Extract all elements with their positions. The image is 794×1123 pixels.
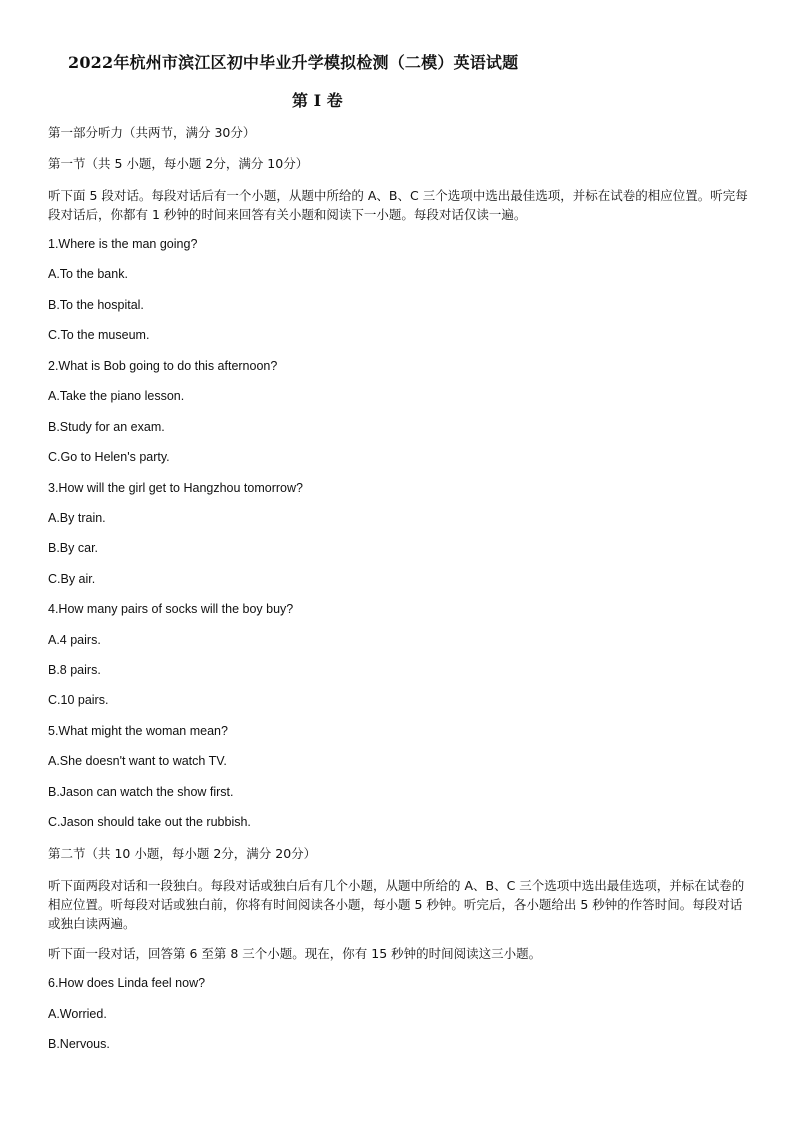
section-instructions: 听下面 5 段对话。每段对话后有一个小题，从题中所给的 A、B、C 三个选项中选出最佳选项，并标在试卷的相应位置。听完每段对话后，你都有 1 秒钟的时间来回答有关小题和阅读下一小题。每段对话仅读一遍。 (48, 188, 748, 222)
option-a: A.She doesn't want to watch TV. (48, 754, 227, 768)
option-b: B.To the hospital. (48, 298, 144, 312)
option-a: A.By train. (48, 511, 106, 525)
option-b: B.Jason can watch the show first. (48, 785, 234, 799)
question-text: 1.Where is the man going? (48, 237, 198, 251)
question-text: 4.How many pairs of socks will the boy buy? (48, 602, 294, 616)
option-b: B.Study for an exam. (48, 420, 165, 434)
section-heading: 第二节（共 10 小题，每小题 2分，满分 20分） (48, 846, 317, 861)
volume-heading: 第 I 卷 (292, 91, 343, 110)
option-a: A.Take the piano lesson. (48, 389, 185, 403)
question-text: 6.How does Linda feel now? (48, 976, 206, 990)
section-instructions: 听下面两段对话和一段独白。每段对话或独白后有几个小题，从题中所给的 A、B、C 三个选项中选出最佳选项，并标在试卷的相应位置。听每段对话或独白前，你将有时间阅读各小题，每小题 5 秒钟。听完后，各小题给出 5 秒钟的作答时间。每段对话或独白读两遍。 (48, 878, 745, 931)
option-b: B.By car. (48, 541, 99, 555)
part-heading: 第一部分听力（共两节，满分 30分） (48, 125, 256, 140)
option-b: B.8 pairs. (48, 663, 101, 677)
option-a: A.4 pairs. (48, 633, 101, 647)
option-a: A.Worried. (48, 1007, 107, 1021)
option-c: C.Go to Helen's party. (48, 450, 170, 464)
question-text: 2.What is Bob going to do this afternoon? (48, 359, 278, 373)
option-b: B.Nervous. (48, 1037, 110, 1051)
question-text: 3.How will the girl get to Hangzhou tomorrow? (48, 481, 303, 495)
option-c: C.10 pairs. (48, 693, 109, 707)
option-c: C.Jason should take out the rubbish. (48, 815, 251, 829)
page-title: 2022年杭州市滨江区初中毕业升学模拟检测（二模）英语试题 (68, 53, 519, 72)
question-text: 5.What might the woman mean? (48, 724, 228, 738)
section-heading: 第一节（共 5 小题，每小题 2分，满分 10分） (48, 156, 309, 171)
option-c: C.By air. (48, 572, 96, 586)
option-a: A.To the bank. (48, 267, 128, 281)
sub-instructions: 听下面一段对话，回答第 6 至第 8 三个小题。现在，你有 15 秒钟的时间阅读这三小题。 (48, 946, 542, 961)
option-c: C.To the museum. (48, 328, 150, 342)
